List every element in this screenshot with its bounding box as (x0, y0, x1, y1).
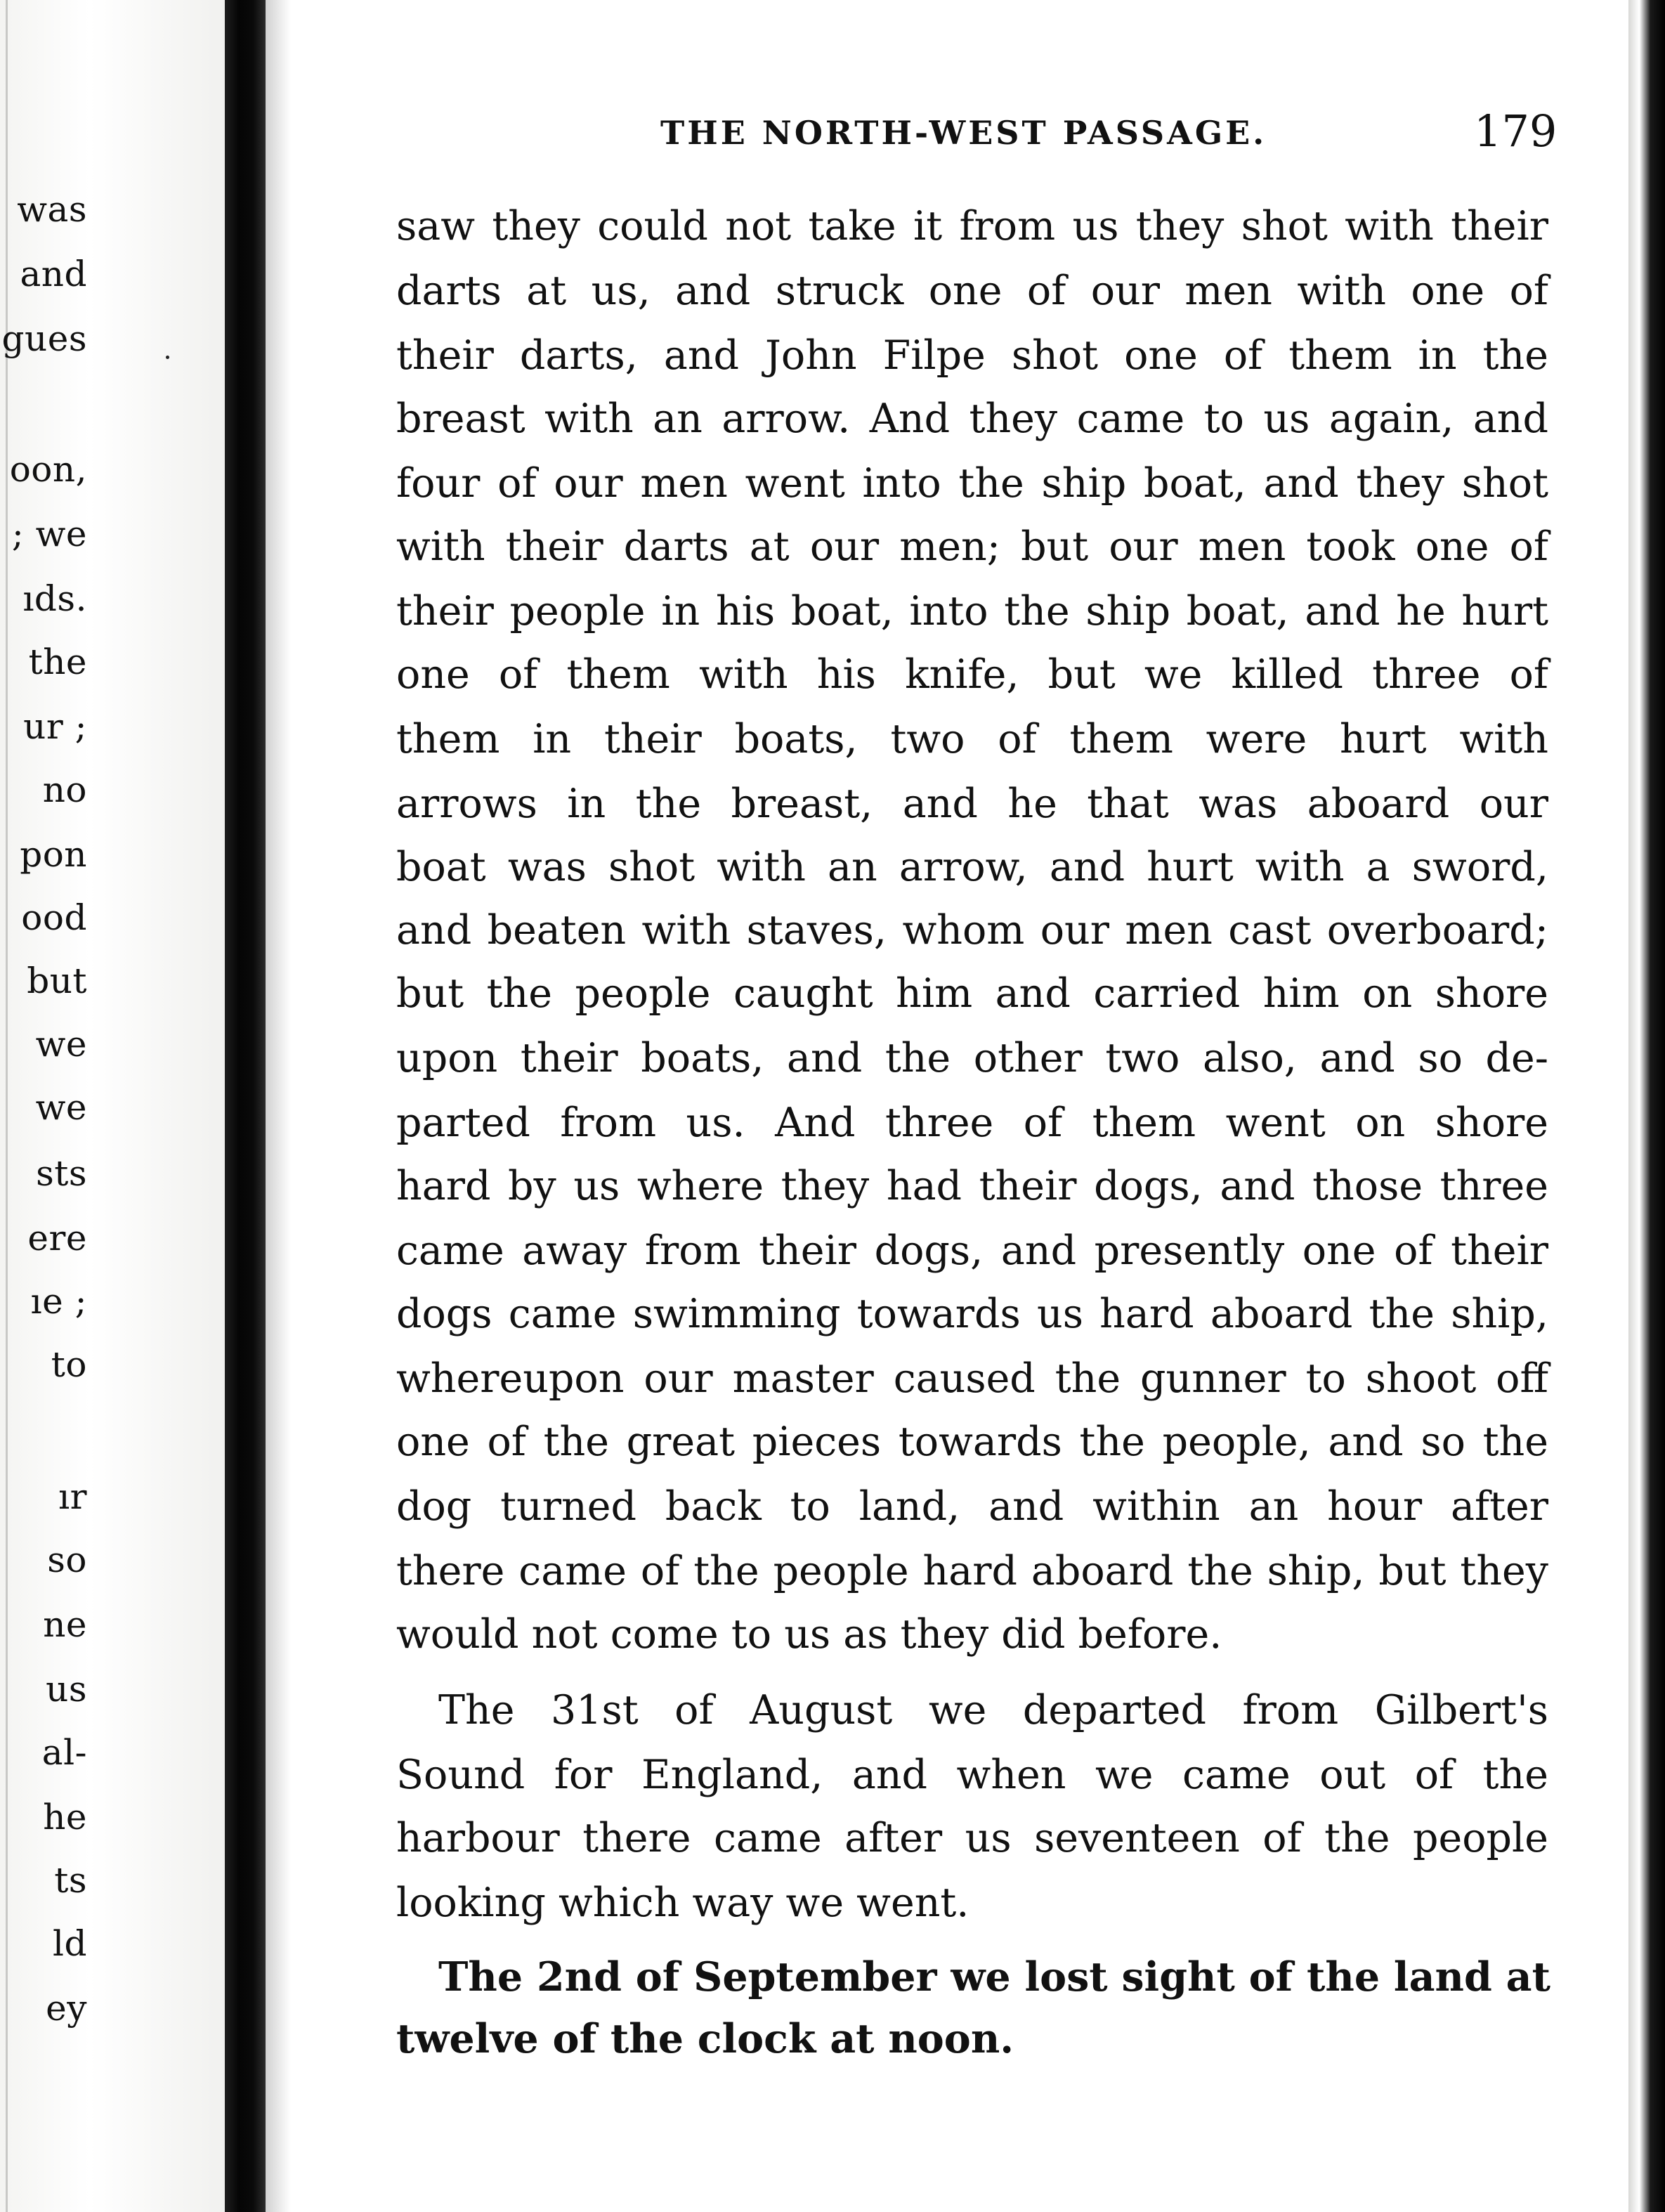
text-line: breast with an arrow. And they came to us again, and (396, 396, 1548, 442)
gutter-shadow (266, 0, 291, 2212)
left-page-fragment: we (35, 1087, 87, 1128)
text-line: would not come to us as they did before. (396, 1611, 1222, 1658)
left-page-fragment: gues (1, 318, 87, 359)
left-page-fragment: ur ; (23, 706, 87, 747)
text-line: dog turned back to land, and within an hour after (396, 1483, 1548, 1530)
text-line: one of the great pieces towards the people, and so the (396, 1419, 1548, 1465)
speck (166, 356, 169, 359)
left-page-fragment: pon (20, 834, 87, 875)
text-line: Sound for England, and when we came out of the (396, 1752, 1548, 1798)
text-line: The 31st of August we departed from Gilbert's (438, 1687, 1548, 1733)
text-line: four of our men went into the ship boat, and they shot (396, 460, 1548, 507)
text-line: dogs came swimming towards us hard aboard the ship, (396, 1291, 1548, 1337)
text-line: came away from their dogs, and presently one of their (396, 1228, 1548, 1274)
text-line: saw they could not take it from us they shot with their (396, 203, 1548, 249)
text-line: parted from us. And three of them went on shore (396, 1100, 1548, 1146)
left-facing-page (0, 0, 225, 2212)
text-line: their people in his boat, into the ship boat, and he hurt (396, 588, 1548, 635)
text-line: hard by us where they had their dogs, and those three (396, 1163, 1548, 1209)
left-page-fragment: ld (53, 1923, 87, 1964)
left-page-fragment: us (46, 1669, 87, 1710)
text-line: twelve of the clock at noon. (396, 2015, 1014, 2062)
left-page-fragment: ey (46, 1988, 87, 2029)
text-line: The 2nd of September we lost sight of the land at (438, 1953, 1550, 2000)
text-line: darts at us, and struck one of our men with one of (396, 268, 1548, 314)
text-line: but the people caught him and carried him on shore (396, 970, 1548, 1017)
left-page-fragment: and (20, 254, 87, 294)
text-line: harbour there came after us seventeen of the people (396, 1815, 1548, 1861)
left-page-fragment: was (17, 189, 87, 230)
text-line: and beaten with staves, whom our men cast overboard; (396, 907, 1548, 954)
running-title: THE NORTH-WEST PASSAGE. (660, 114, 1267, 152)
left-page-fragment: no (42, 769, 87, 810)
left-page-fragment: oon, (9, 449, 87, 490)
left-page-fragment: sts (36, 1153, 87, 1194)
left-page-fragment: al- (41, 1732, 87, 1773)
text-line: them in their boats, two of them were hurt with (396, 716, 1548, 762)
text-line: there came of the people hard aboard the ship, but they (396, 1548, 1548, 1594)
text-line: looking which way we went. (396, 1880, 969, 1926)
left-page-fragment: to (51, 1344, 87, 1385)
left-page-fragment: ere (27, 1218, 87, 1258)
text-line: arrows in the breast, and he that was aboard our (396, 781, 1548, 827)
text-line: boat was shot with an arrow, and hurt with a sword, (396, 844, 1548, 890)
left-page-fragment: so (47, 1540, 87, 1580)
left-page-fragment: he (43, 1797, 87, 1837)
text-line: with their darts at our men; but our men took one of (396, 523, 1548, 570)
left-page-fragment: ood (21, 897, 87, 938)
page-number: 179 (1474, 105, 1558, 157)
left-page-fragment: ; we (11, 514, 87, 554)
text-line: their darts, and John Filpe shot one of them in the (396, 332, 1548, 379)
left-page-fragment: ıe ; (30, 1281, 87, 1322)
text-line: one of them with his knife, but we killed three of (396, 651, 1548, 698)
left-page-fragment: ıds. (22, 578, 87, 619)
left-page-fragment: the (28, 642, 87, 682)
right-page-edge (1628, 0, 1665, 2212)
text-line: upon their boats, and the other two also, and so de- (396, 1035, 1548, 1081)
left-page-fragment: we (35, 1024, 87, 1065)
left-page-fragment: ır (58, 1476, 87, 1517)
text-line: whereupon our master caused the gunner to shoot off (396, 1355, 1548, 1402)
binding-gutter (225, 0, 266, 2212)
left-page-fragment: ne (43, 1604, 87, 1645)
left-page-fragment: ts (54, 1860, 87, 1901)
left-page-fragment: but (27, 961, 87, 1001)
